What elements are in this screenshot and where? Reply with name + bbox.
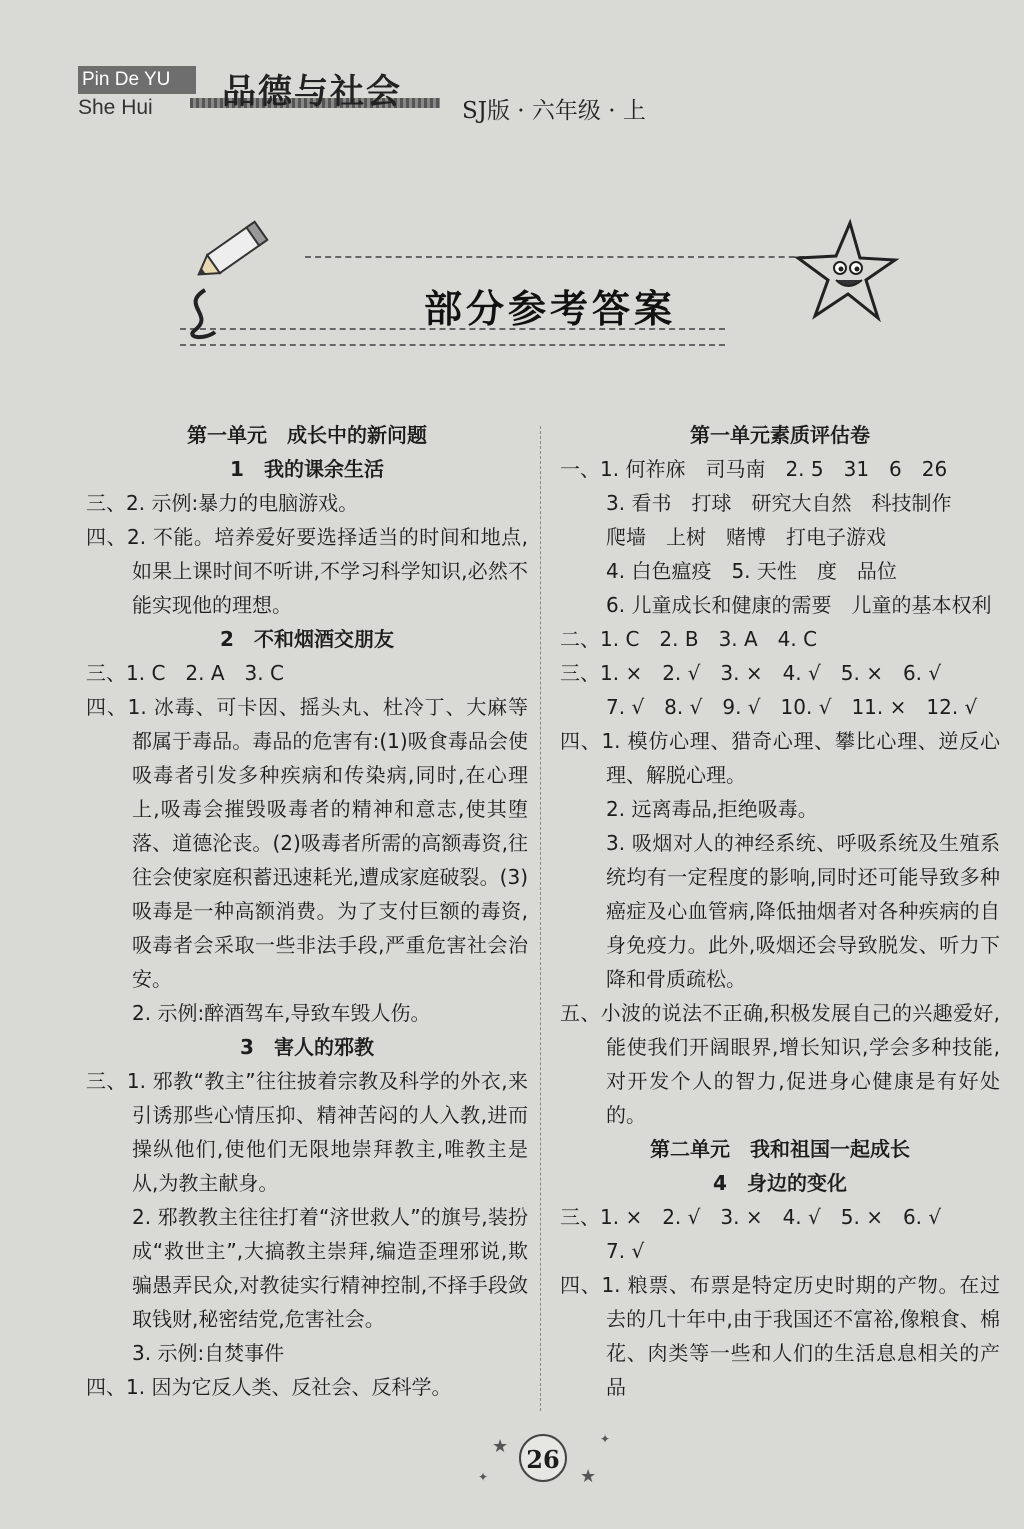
left-answer-text: 四、2. 不能。培养爱好要选择适当的时间和地点,如果上课时间不听讲,不学习科学知识,必然不能实现他的理想。 <box>86 525 528 617</box>
right-answer-text: 3. 看书 打球 研究大自然 科技制作 <box>606 491 952 515</box>
left-section-heading: 3 害人的邪教 <box>240 1035 374 1059</box>
left-answer-text: 三、1. 邪教“教主”往往披着宗教及科学的外衣,来引诱那些心情压抑、精神苦闷的人入教,进而操纵他们,使他们无限地崇拜教主,唯教主是从,为教主献身。 <box>86 1069 528 1195</box>
right-answer-text: 三、1. × 2. √ 3. × 4. √ 5. × 6. √ <box>560 1205 942 1229</box>
star-mascot-icon <box>790 218 900 328</box>
logo-top-text: Pin De YU <box>78 66 196 94</box>
left-answer-text: 2. 示例:醉酒驾车,导致车毁人伤。 <box>132 1001 431 1025</box>
right-answer-text: 四、1. 粮票、布票是特定历史时期的产物。在过去的几十年中,由于我国还不富裕,像粮食、棉花、肉类等一些和人们的生活息息相关的产品 <box>560 1273 1000 1399</box>
left-answer-text: 三、2. 示例:暴力的电脑游戏。 <box>86 491 359 515</box>
right-answer-text: 7. √ 8. √ 9. √ 10. √ 11. × 12. √ <box>606 695 978 719</box>
left-answer-text: 3. 示例:自焚事件 <box>132 1341 285 1365</box>
star-icon: ★ <box>492 1436 509 1457</box>
right-answer-text: 五、小波的说法不正确,积极发展自己的兴趣爱好,能使我们开阔眼界,增长知识,学会多种技能,对开发个人的智力,促进身心健康是有好处的。 <box>560 1001 1000 1127</box>
left-answer-text: 三、1. C 2. A 3. C <box>86 661 284 685</box>
right-answer-text: 二、1. C 2. B 3. A 4. C <box>560 627 818 651</box>
left-answer-column <box>86 418 528 1404</box>
right-section-heading: 第一单元素质评估卷 <box>690 423 870 447</box>
right-answer-text: 7. √ <box>606 1239 645 1263</box>
right-answer-text: 6. 儿童成长和健康的需要 儿童的基本权利 <box>606 593 992 617</box>
page-title: 部分参考答案 <box>423 287 676 331</box>
left-answer-text: 2. 邪教教主往往打着“济世救人”的旗号,装扮成“救世主”,大搞教主崇拜,编造歪理邪说,欺骗愚弄民众,对教徒实行精神控制,不择手段敛取钱财,秘密结党,危害社会。 <box>132 1205 528 1331</box>
right-answer-text: 3. 吸烟对人的神经系统、呼吸系统及生殖系统均有一定程度的影响,同时还可能导致多种癌症及心血管病,降低抽烟者对各种疾病的自身免疫力。此外,吸烟还会导致脱发、听力下降和骨质疏松。 <box>606 831 1000 991</box>
right-answer-text: 一、1. 何祚庥 司马南 2. 5 31 6 26 <box>560 457 948 481</box>
right-section-heading: 4 身边的变化 <box>713 1171 847 1195</box>
right-answer-text: 爬墙 上树 赌博 打电子游戏 <box>606 525 886 549</box>
edition-label: SJ版 · 六年级 · 上 <box>462 98 646 124</box>
right-answer-text: 4. 白色瘟疫 5. 天性 度 品位 <box>606 559 897 583</box>
left-answer-text: 四、1. 因为它反人类、反社会、反科学。 <box>86 1375 452 1399</box>
right-section-heading: 第二单元 我和祖国一起成长 <box>650 1137 910 1161</box>
pencil-icon <box>175 220 285 340</box>
right-answer-text: 2. 远离毒品,拒绝吸毒。 <box>606 797 818 821</box>
left-section-heading: 2 不和烟酒交朋友 <box>220 627 394 651</box>
right-answer-column <box>560 418 1000 1404</box>
left-section-heading: 第一单元 成长中的新问题 <box>187 423 427 447</box>
left-answer-text: 四、1. 冰毒、可卡因、摇头丸、杜冷丁、大麻等都属于毒品。毒品的危害有:(1)吸食毒品会使吸毒者引发多种疾病和传染病,同时,在心理上,吸毒会摧毁吸毒者的精神和意志,使其堕落、道德沦丧。(2)吸毒者所需的高额毒资,往往会使家庭积蓄迅速耗光,遭成家庭破裂。(3)吸毒是一种高额消费。为了支付巨额的毒资,吸毒者会采取一些非法手段,严重危害社会治安。 <box>86 695 528 991</box>
page-number: 26 <box>519 1434 567 1482</box>
series-logo <box>78 66 198 122</box>
right-answer-text: 四、1. 模仿心理、猎奇心理、攀比心理、逆反心理、解脱心理。 <box>560 729 1000 787</box>
banner-top-divider <box>305 256 825 258</box>
left-section-heading: 1 我的课余生活 <box>230 457 384 481</box>
right-answer-text: 三、1. × 2. √ 3. × 4. √ 5. × 6. √ <box>560 661 942 685</box>
subject-title: 品德与社会 <box>222 72 402 112</box>
column-divider <box>540 426 541 1411</box>
star-icon: ★ <box>580 1466 597 1487</box>
logo-bottom-text: She Hui <box>78 96 153 119</box>
star-icon: ✦ <box>478 1470 489 1484</box>
star-icon: ✦ <box>600 1432 611 1446</box>
